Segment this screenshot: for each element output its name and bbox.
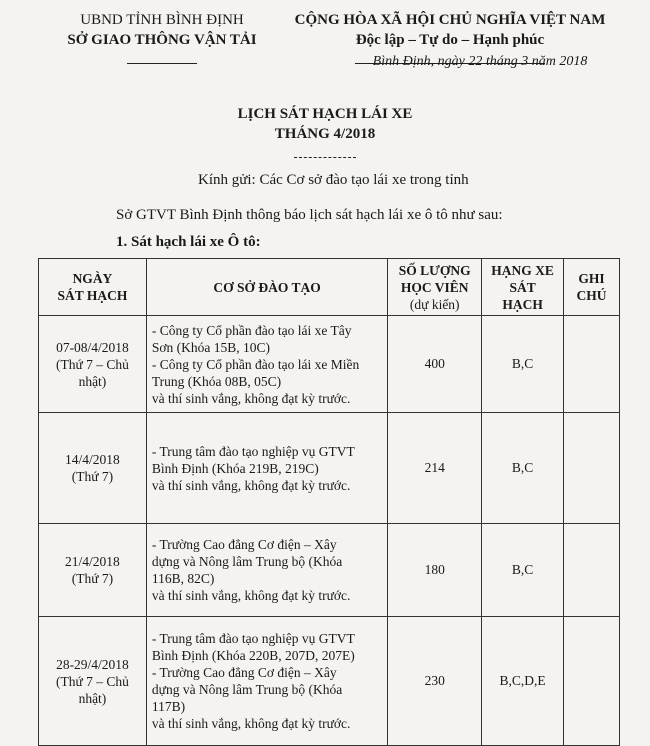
national-motto: Độc lập – Tự do – Hạnh phúc (355, 32, 545, 48)
section-title: 1. Sát hạch lái xe Ô tô: (116, 234, 261, 250)
agency-parent: UBND TỈNH BÌNH ĐỊNH (80, 12, 244, 28)
cell-date: 14/4/2018 (Thứ 7) (39, 413, 147, 524)
cell-count: 230 (388, 617, 482, 746)
cell-school: - Trung tâm đào tạo nghiệp vụ GTVT Bình Định (Khóa 220B, 207D, 207E) - Trường Cao đẳng Cơ điện – Xây dựng và Nông lâm Trung bộ (Khóa 117B) và thí sinh vắng, không đạt kỳ trước. (146, 617, 387, 746)
header-date: NGÀY SÁT HẠCH (39, 259, 147, 316)
document-title (0, 104, 650, 164)
schedule-table (38, 258, 620, 746)
cell-count: 400 (388, 316, 482, 413)
addressee: Kính gửi: Các Cơ sở đào tạo lái xe trong tỉnh (198, 172, 469, 188)
header-license-class: HẠNG XE SÁT HẠCH (482, 259, 564, 316)
cell-date: 07-08/4/2018 (Thứ 7 – Chủ nhật) (39, 316, 147, 413)
intro-text: Sở GTVT Bình Định thông báo lịch sát hạch lái xe ô tô như sau: (116, 207, 503, 223)
title-divider (294, 157, 356, 158)
cell-school: - Trung tâm đào tạo nghiệp vụ GTVT Bình Định (Khóa 219B, 219C) và thí sinh vắng, không đạt kỳ trước. (146, 413, 387, 524)
title-line-1: LỊCH SÁT HẠCH LÁI XE (237, 106, 413, 122)
agency-header (62, 10, 262, 70)
cell-license-class: B,C,D,E (482, 617, 564, 746)
cell-license-class: B,C (482, 524, 564, 617)
title-line-2: THÁNG 4/2018 (274, 126, 376, 142)
cell-school: - Công ty Cổ phần đào tạo lái xe Tây Sơn (Khóa 15B, 10C) - Công ty Cổ phần đào tạo lái xe Miền Trung (Khóa 08B, 05C) và thí sinh vắng, không đạt kỳ trước. (146, 316, 387, 413)
table-row (39, 316, 620, 413)
cell-count: 214 (388, 413, 482, 524)
national-title: CỘNG HÒA XÃ HỘI CHỦ NGHĨA VIỆT NAM (294, 12, 606, 28)
table-row (39, 413, 620, 524)
cell-date: 28-29/4/2018 (Thứ 7 – Chủ nhật) (39, 617, 147, 746)
table-row (39, 617, 620, 746)
table-header-row (39, 259, 620, 316)
table-row (39, 524, 620, 617)
cell-count: 180 (388, 524, 482, 617)
cell-school: - Trường Cao đẳng Cơ điện – Xây dựng và Nông lâm Trung bộ (Khóa 116B, 82C) và thí sinh vắng, không đạt kỳ trước. (146, 524, 387, 617)
agency-underline (127, 63, 197, 64)
header-note: GHI CHÚ (564, 259, 620, 316)
cell-note (564, 316, 620, 413)
header-count: SỐ LƯỢNG HỌC VIÊN (dự kiến) (388, 259, 482, 316)
cell-date: 21/4/2018 (Thứ 7) (39, 524, 147, 617)
cell-note (564, 524, 620, 617)
cell-license-class: B,C (482, 316, 564, 413)
document-date: Bình Định, ngày 22 tháng 3 năm 2018 (372, 54, 588, 69)
cell-note (564, 413, 620, 524)
agency-name: SỞ GIAO THÔNG VẬN TẢI (67, 32, 257, 48)
header-school: CƠ SỞ ĐÀO TẠO (146, 259, 387, 316)
cell-note (564, 617, 620, 746)
cell-license-class: B,C (482, 413, 564, 524)
